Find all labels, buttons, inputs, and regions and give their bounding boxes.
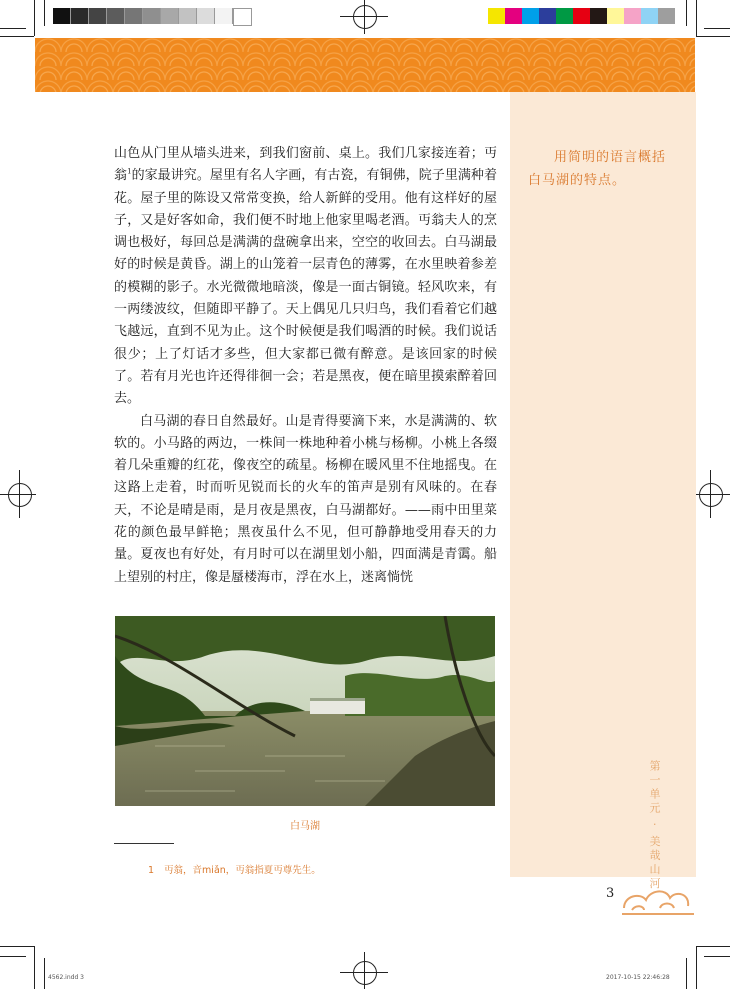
footnote-reference[interactable]: 1	[127, 167, 132, 176]
sidebar-panel	[510, 92, 696, 877]
footnote	[148, 862, 321, 876]
unit-label: 第一单元 · 美哉山河	[648, 760, 661, 892]
footnote-text: 丏翁，音miǎn，丏翁指夏丏尊先生。	[164, 865, 321, 876]
header-band	[35, 38, 695, 92]
page-number: 3	[606, 886, 615, 901]
paragraph-2: 白马湖的春日自然最好。山是青得要滴下来，水是满满的、软软的。小马路的两边，一株间一株地种着小桃与杨柳。小桃上各缀着几朵重瓣的红花，像夜空的疏星。杨柳在暖风里不住地摇曳。在这路上走着，时而听见锐而长的火车的笛声是别有风味的。在春天，不论是晴是雨，是月夜是黑夜，白马湖都好。——雨中田里菜花的颜色最早鲜艳；黑夜虽什么不见，但可静静地受用春天的力量。夏夜也有好处，有月时可以在湖里划小船，四面满是青霭。船上望别的村庄，像是蜃楼海市，浮在水上，迷离惝恍	[114, 413, 497, 585]
side-note: 用简明的语言概括白马湖的特点。	[528, 150, 667, 188]
photo-caption: 白马湖	[290, 821, 320, 832]
paragraph-1: 山色从门里从墙头进来，到我们窗前、桌上。我们几家接连着；丏翁$^1$的家最讲究。屋里有名人字画，有古瓷，有铜佛，院子里满种着花。屋子里的陈设又常常变换，给人新鲜的受用。他有这样好的屋子，又是好客如命，我们便不时地上他家里喝老酒。丏翁夫人的烹调也极好，每回总是满满的盘碗拿出来，空空的收回去。白马湖最好的时候是黄昏。湖上的山笼着一层青色的薄雾，在水里映着参差的模糊的影子。水光微微地暗淡，像是一面古铜镜。轻风吹来，有一两缕波纹，但随即平静了。天上偶见几只归鸟，我们看着它们越飞越远，直到不见为止。这个时候便是我们喝酒的时候。我们说话很少；上了灯话才多些，但大家都已微有醉意。是该回家的时候了。若有月光也许还得徘徊一会；若是黑夜，便在暗里摸索醉着回去。	[114, 146, 497, 407]
footnote-number: 1	[148, 865, 155, 876]
body-text	[114, 143, 497, 589]
grayscale-bar	[53, 8, 252, 24]
footnote-divider	[114, 843, 174, 844]
cloud-ornament-icon	[620, 878, 696, 918]
lake-photo	[115, 616, 495, 806]
color-bar	[488, 8, 675, 24]
file-slug: 4562.indd 3	[48, 974, 84, 981]
date-slug: 2017-10-15 22:46:28	[606, 974, 670, 981]
